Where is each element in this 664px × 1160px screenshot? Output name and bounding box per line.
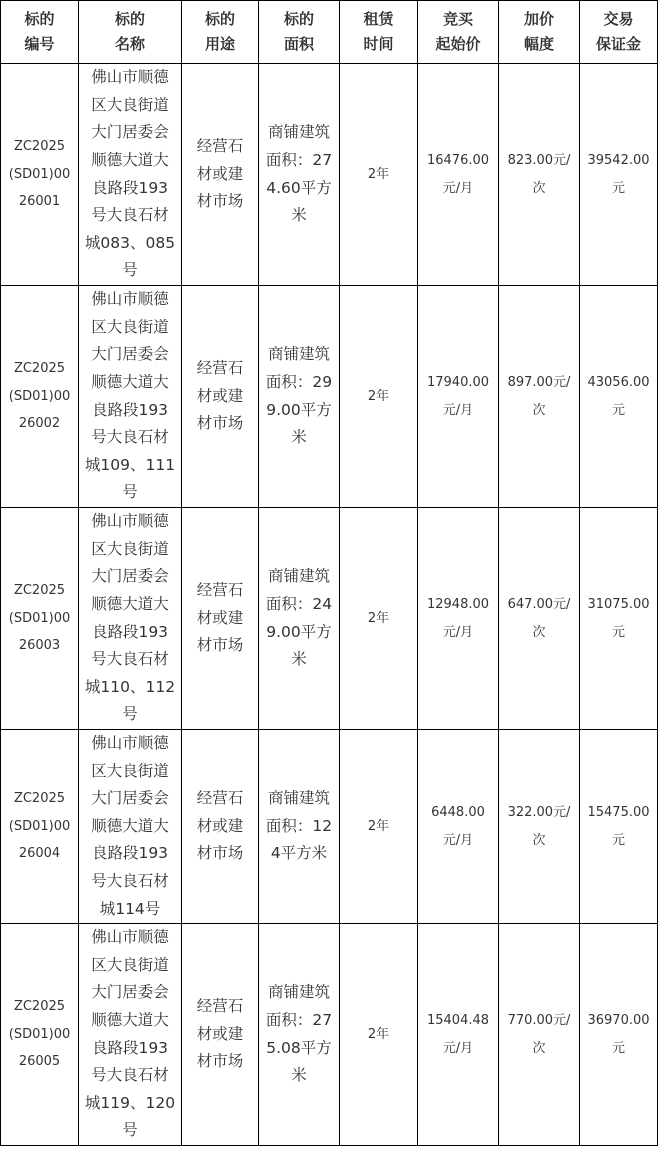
- cell-text-line: 顺德大道大: [91, 1011, 169, 1030]
- header-text-line: 交易: [603, 10, 634, 28]
- cell-text-line: 面积：29: [265, 372, 333, 391]
- cell-text-line: 次: [532, 624, 546, 640]
- cell-text-line: ZC2025: [13, 583, 66, 599]
- cell-text-line: 39542.00: [587, 152, 650, 168]
- cell-text-line: 顺德大道大: [91, 594, 169, 613]
- cell-text-line: 26004: [18, 846, 61, 862]
- cell-text-line: 号: [122, 1121, 138, 1140]
- cell-text-line: 材或建: [196, 1024, 244, 1043]
- lot-number-cell: [1, 508, 79, 730]
- cell-text-line: 大门居委会: [91, 789, 169, 808]
- header-text-line: 名称: [114, 35, 145, 53]
- cell-text-line: 897.00元/: [507, 374, 571, 390]
- cell-text-line: 材或建: [196, 386, 244, 405]
- cell-text-line: 大门居委会: [91, 567, 169, 586]
- bid-increment-cell: [499, 730, 580, 924]
- cell-text-line: 区大良街道: [91, 761, 169, 780]
- lot-name-cell: [79, 508, 182, 730]
- header-lot-number: [1, 1, 79, 64]
- starting-price-cell: [418, 286, 499, 508]
- header-deposit: [580, 1, 658, 64]
- header-text-line: 幅度: [523, 35, 554, 53]
- table-row: [1, 730, 658, 924]
- cell-text-line: 经营石: [196, 581, 244, 600]
- lot-area-cell: [259, 64, 340, 286]
- lot-usage-cell: [182, 508, 259, 730]
- header-text-line: 标的: [24, 10, 55, 28]
- cell-text-line: ZC2025: [13, 999, 66, 1015]
- lot-usage-cell: [182, 730, 259, 924]
- lease-term-cell: [340, 924, 418, 1146]
- header-text-line: 保证金: [595, 35, 641, 53]
- cell-text-line: 号大良石材: [91, 1066, 169, 1085]
- cell-text-line: 佛山市顺德: [91, 928, 169, 947]
- cell-text-line: 材或建: [196, 164, 244, 183]
- lot-name-cell: [79, 924, 182, 1146]
- cell-text-line: ZC2025: [13, 791, 66, 807]
- cell-text-line: 号大良石材: [91, 428, 169, 447]
- cell-text-line: 城114号: [99, 899, 161, 918]
- lot-name-cell: [79, 730, 182, 924]
- table-body: [1, 64, 658, 1146]
- deposit-cell: [580, 730, 658, 924]
- cell-text-line: 商铺建筑: [267, 983, 330, 1002]
- cell-text-line: 2年: [367, 610, 390, 626]
- lot-name-cell: [79, 286, 182, 508]
- header-text-line: 标的: [114, 10, 145, 28]
- lot-number-cell: [1, 286, 79, 508]
- cell-text-line: 2年: [367, 1026, 390, 1042]
- cell-text-line: 米: [291, 206, 307, 225]
- cell-text-line: 322.00元/: [507, 804, 571, 820]
- header-text-line: 竞买: [442, 10, 473, 28]
- cell-text-line: 区大良街道: [91, 317, 169, 336]
- cell-text-line: 面积：27: [265, 150, 333, 169]
- cell-text-line: 大门居委会: [91, 983, 169, 1002]
- cell-text-line: 经营石: [196, 789, 244, 808]
- cell-text-line: 26003: [18, 638, 61, 654]
- cell-text-line: 2年: [367, 166, 390, 182]
- cell-text-line: 2年: [367, 388, 390, 404]
- cell-text-line: 43056.00: [587, 374, 650, 390]
- lot-usage-cell: [182, 924, 259, 1146]
- cell-text-line: 材市场: [196, 192, 244, 211]
- lot-usage-cell: [182, 64, 259, 286]
- cell-text-line: 商铺建筑: [267, 567, 330, 586]
- header-starting-price: [418, 1, 499, 64]
- table-row: [1, 286, 658, 508]
- cell-text-line: 次: [532, 180, 546, 196]
- cell-text-line: 良路段193: [91, 178, 169, 197]
- cell-text-line: (SD01)00: [8, 166, 71, 182]
- cell-text-line: 米: [291, 650, 307, 669]
- cell-text-line: 城110、112: [84, 677, 176, 696]
- cell-text-line: 区大良街道: [91, 95, 169, 114]
- cell-text-line: 元: [611, 402, 625, 418]
- cell-text-line: 元: [611, 180, 625, 196]
- cell-text-line: 号大良石材: [91, 650, 169, 669]
- header-text-line: 编号: [24, 35, 55, 53]
- cell-text-line: 城083、085: [84, 233, 176, 252]
- lot-usage-cell: [182, 286, 259, 508]
- cell-text-line: 2年: [367, 818, 390, 834]
- cell-text-line: 城109、111: [84, 455, 176, 474]
- lot-number-cell: [1, 64, 79, 286]
- cell-text-line: 号大良石材: [91, 871, 169, 890]
- cell-text-line: 元: [611, 1040, 625, 1056]
- header-text-line: 起始价: [435, 35, 481, 53]
- lot-area-cell: [259, 286, 340, 508]
- cell-text-line: 面积：27: [265, 1011, 333, 1030]
- deposit-cell: [580, 924, 658, 1146]
- cell-text-line: 号: [122, 705, 138, 724]
- starting-price-cell: [418, 730, 499, 924]
- starting-price-cell: [418, 924, 499, 1146]
- deposit-cell: [580, 508, 658, 730]
- bid-increment-cell: [499, 64, 580, 286]
- header-lot-name: [79, 1, 182, 64]
- deposit-cell: [580, 64, 658, 286]
- table-row: [1, 924, 658, 1146]
- header-text-line: 标的: [283, 10, 314, 28]
- cell-text-line: 佛山市顺德: [91, 290, 169, 309]
- cell-text-line: 次: [532, 402, 546, 418]
- cell-text-line: 17940.00: [426, 374, 490, 390]
- cell-text-line: 号: [122, 261, 138, 280]
- cell-text-line: 次: [532, 1040, 546, 1056]
- header-lot-area: [259, 1, 340, 64]
- cell-text-line: 材或建: [196, 608, 244, 627]
- cell-text-line: 元/月: [442, 1040, 474, 1056]
- cell-text-line: 材市场: [196, 414, 244, 433]
- cell-text-line: 15475.00: [587, 804, 650, 820]
- cell-text-line: 大门居委会: [91, 345, 169, 364]
- cell-text-line: 9.00平方: [266, 622, 332, 641]
- header-text-line: 加价: [523, 10, 554, 28]
- cell-text-line: 面积：24: [265, 594, 333, 613]
- cell-text-line: 材市场: [196, 844, 244, 863]
- cell-text-line: 商铺建筑: [267, 123, 330, 142]
- cell-text-line: 良路段193: [91, 844, 169, 863]
- cell-text-line: 区大良街道: [91, 955, 169, 974]
- deposit-cell: [580, 286, 658, 508]
- cell-text-line: 顺德大道大: [91, 372, 169, 391]
- cell-text-line: 顺德大道大: [91, 816, 169, 835]
- lot-number-cell: [1, 730, 79, 924]
- cell-text-line: 顺德大道大: [91, 150, 169, 169]
- lease-term-cell: [340, 730, 418, 924]
- cell-text-line: 号: [122, 483, 138, 502]
- cell-text-line: 元: [611, 832, 625, 848]
- cell-text-line: 商铺建筑: [267, 789, 330, 808]
- table-row: [1, 64, 658, 286]
- cell-text-line: 佛山市顺德: [91, 68, 169, 87]
- cell-text-line: 材市场: [196, 636, 244, 655]
- cell-text-line: 31075.00: [587, 596, 650, 612]
- cell-text-line: ZC2025: [13, 139, 66, 155]
- cell-text-line: 647.00元/: [507, 596, 571, 612]
- lot-area-cell: [259, 924, 340, 1146]
- cell-text-line: 米: [291, 1066, 307, 1085]
- cell-text-line: 元/月: [442, 180, 474, 196]
- bid-increment-cell: [499, 508, 580, 730]
- cell-text-line: 元: [611, 624, 625, 640]
- header-text-line: 时间: [363, 35, 394, 53]
- cell-text-line: 元/月: [442, 624, 474, 640]
- cell-text-line: 26001: [18, 194, 61, 210]
- header-lot-usage: [182, 1, 259, 64]
- cell-text-line: 佛山市顺德: [91, 734, 169, 752]
- cell-text-line: 米: [291, 428, 307, 447]
- lot-number-cell: [1, 924, 79, 1146]
- cell-text-line: (SD01)00: [8, 1026, 71, 1042]
- cell-text-line: 良路段193: [91, 622, 169, 641]
- cell-text-line: 商铺建筑: [267, 345, 330, 364]
- cell-text-line: 16476.00: [426, 152, 490, 168]
- cell-text-line: 26002: [18, 416, 61, 432]
- cell-text-line: 佛山市顺德: [91, 512, 169, 531]
- header-text-line: 面积: [283, 35, 314, 53]
- starting-price-cell: [418, 508, 499, 730]
- cell-text-line: 26005: [18, 1054, 61, 1070]
- cell-text-line: 15404.48: [426, 1013, 490, 1029]
- cell-text-line: 材或建: [196, 816, 244, 835]
- cell-text-line: 元/月: [442, 832, 474, 848]
- cell-text-line: 良路段193: [91, 400, 169, 419]
- cell-text-line: 次: [532, 832, 546, 848]
- header-lease-term: [340, 1, 418, 64]
- cell-text-line: 4.60平方: [266, 178, 332, 197]
- cell-text-line: 元/月: [442, 402, 474, 418]
- cell-text-line: 经营石: [196, 359, 244, 378]
- cell-text-line: 号大良石材: [91, 206, 169, 225]
- cell-text-line: 5.08平方: [266, 1038, 332, 1057]
- lease-term-cell: [340, 508, 418, 730]
- cell-text-line: (SD01)00: [8, 388, 71, 404]
- cell-text-line: 36970.00: [587, 1013, 650, 1029]
- cell-text-line: ZC2025: [13, 361, 66, 377]
- cell-text-line: 城119、120: [84, 1093, 176, 1112]
- lease-term-cell: [340, 64, 418, 286]
- lot-area-cell: [259, 730, 340, 924]
- cell-text-line: (SD01)00: [8, 818, 71, 834]
- header-text-line: 用途: [204, 35, 235, 53]
- cell-text-line: 9.00平方: [266, 400, 332, 419]
- cell-text-line: 区大良街道: [91, 539, 169, 558]
- header-bid-increment: [499, 1, 580, 64]
- bid-increment-cell: [499, 924, 580, 1146]
- cell-text-line: 经营石: [196, 137, 244, 156]
- cell-text-line: 大门居委会: [91, 123, 169, 142]
- cell-text-line: 经营石: [196, 997, 244, 1016]
- starting-price-cell: [418, 64, 499, 286]
- lease-term-cell: [340, 286, 418, 508]
- header-text-line: 标的: [204, 10, 235, 28]
- bid-increment-cell: [499, 286, 580, 508]
- table-row: [1, 508, 658, 730]
- cell-text-line: 770.00元/: [507, 1013, 571, 1029]
- cell-text-line: 面积：12: [265, 816, 333, 835]
- cell-text-line: 材市场: [196, 1052, 244, 1071]
- lot-name-cell: [79, 64, 182, 286]
- lot-area-cell: [259, 508, 340, 730]
- cell-text-line: 823.00元/: [507, 152, 571, 168]
- cell-text-line: 4平方米: [270, 844, 328, 863]
- cell-text-line: 12948.00: [426, 596, 490, 612]
- header-text-line: 租赁: [363, 10, 394, 28]
- cell-text-line: (SD01)00: [8, 610, 71, 626]
- cell-text-line: 6448.00: [431, 804, 485, 820]
- header-row: [1, 1, 658, 64]
- cell-text-line: 良路段193: [91, 1038, 169, 1057]
